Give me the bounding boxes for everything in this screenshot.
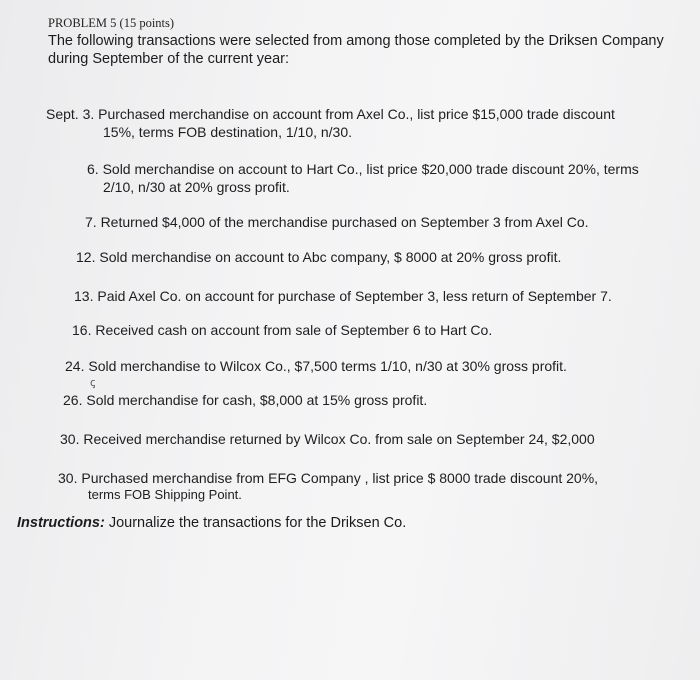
instructions-label: Instructions: [17, 515, 105, 531]
transaction-6-line-2: 2/10, n/30 at 20% gross profit. [103, 179, 290, 195]
intro-line-2: during September of the current year: [48, 51, 289, 67]
transaction-13: 13. Paid Axel Co. on account for purchase of September 3, less return of September 7. [74, 288, 612, 304]
transaction-7: 7. Returned $4,000 of the merchandise purchased on September 3 from Axel Co. [85, 214, 589, 230]
problem-title: PROBLEM 5 (15 points) [48, 16, 175, 30]
instructions [17, 515, 406, 531]
transaction-6-line-1: 6. Sold merchandise on account to Hart Co., list price $20,000 trade discount 20%, terms [87, 161, 639, 177]
transaction-26: 26. Sold merchandise for cash, $8,000 at 15% gross profit. [63, 392, 428, 408]
transaction-30-purchase-line-2: terms FOB Shipping Point. [88, 487, 242, 502]
transaction-24: 24. Sold merchandise to Wilcox Co., $7,500 terms 1/10, n/30 at 30% gross profit. [65, 358, 567, 374]
transaction-sept-3-line-2: 15%, terms FOB destination, 1/10, n/30. [103, 124, 353, 140]
instructions-text: Journalize the transactions for the Driksen Co. [104, 515, 407, 531]
transaction-12: 12. Sold merchandise on account to Abc company, $ 8000 at 20% gross profit. [76, 249, 562, 265]
transaction-16: 16. Received cash on account from sale of September 6 to Hart Co. [72, 322, 493, 338]
stray-mark: ꞔ [90, 377, 96, 389]
transaction-30-return: 30. Received merchandise returned by Wilcox Co. from sale on September 24, $2,000 [60, 431, 595, 447]
intro-line-1: The following transactions were selected from among those completed by the Driksen Company [48, 33, 664, 49]
transaction-30-purchase-line-1: 30. Purchased merchandise from EFG Company , list price $ 8000 trade discount 20%, [58, 470, 599, 486]
transaction-sept-3-line-1: Sept. 3. Purchased merchandise on account from Axel Co., list price $15,000 trade discount [46, 106, 615, 122]
